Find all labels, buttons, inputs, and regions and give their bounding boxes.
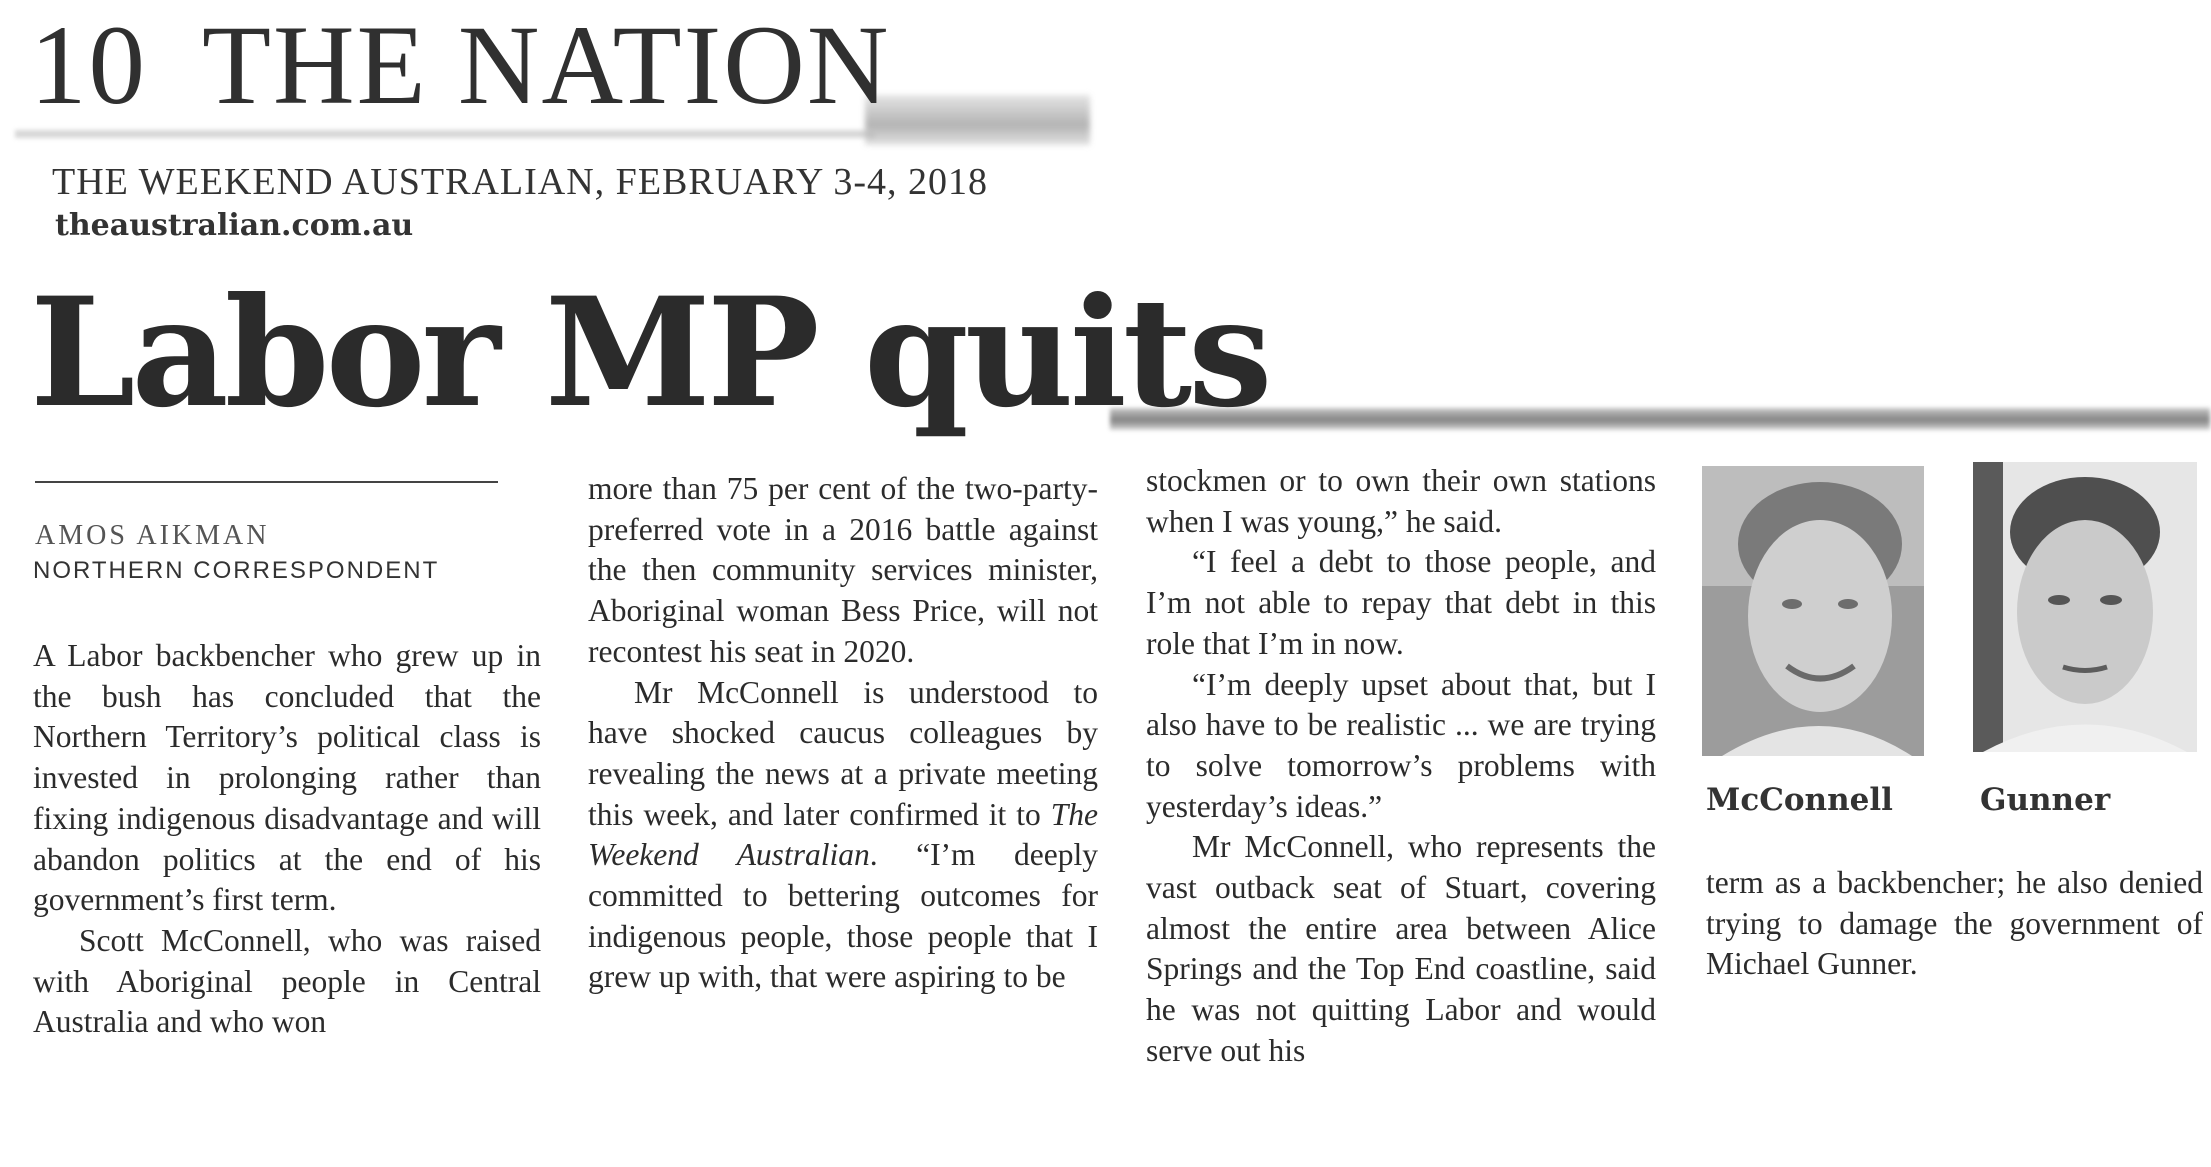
portrait-image — [1973, 462, 2197, 752]
quote-text: . “I’m deeply committed to bettering outcomes for indigenous people, those people that I grew up with, that were aspiring to be — [588, 837, 1098, 995]
portrait-image — [1702, 466, 1924, 756]
article-column-4 — [1706, 863, 2203, 985]
paragraph — [588, 673, 1098, 999]
byline-rule — [35, 481, 498, 483]
gunner-photo — [1973, 462, 2197, 752]
website: theaustralian.com.au — [55, 208, 414, 243]
photo-caption-mcconnell: McConnell — [1706, 782, 1893, 818]
article-column-2 — [588, 469, 1098, 998]
publication-name: The Weekend Australian — [588, 796, 1098, 873]
paragraph-text: Mr McConnell is understood to have shocked caucus colleagues by revealing the news at a private meeting this week, and later confirmed it to — [588, 674, 1098, 832]
byline-role: NORTHERN CORRESPONDENT — [33, 557, 440, 584]
section-title: THE NATION — [202, 3, 891, 128]
dateline: THE WEEKEND AUSTRALIAN, FEBRUARY 3-4, 2018 — [52, 161, 989, 203]
scan-shadow — [865, 95, 1090, 145]
paragraph: Mr McConnell, who represents the vast outback seat of Stuart, covering almost the entire area between Alice Springs and the Top End coastline, said he was not quitting Labor and would serve out his — [1146, 829, 1656, 1068]
paragraph: Scott McConnell, who was raised with Aboriginal people in Central Australia and who won — [33, 922, 541, 1040]
headline: Labor MP quits — [30, 265, 1269, 441]
photo-caption-gunner: Gunner — [1980, 782, 2111, 818]
page-number: 10 — [30, 3, 147, 128]
paragraph: A Labor backbencher who grew up in the bush has concluded that the Northern Territory’s political class is invested in prolonging rather than fixing indigenous disadvantage and will abandon politics at the end of his government’s first term. — [33, 638, 541, 918]
article-column-3 — [1146, 461, 1656, 1072]
scan-shadow — [15, 130, 875, 138]
article-column-1 — [33, 636, 541, 1043]
scan-shadow — [1110, 408, 2210, 430]
byline-name: AMOS AIKMAN — [35, 520, 270, 551]
paragraph: stockmen or to own their own stations when I was young,” he said. — [1146, 463, 1656, 539]
paragraph: “I feel a debt to those people, and I’m not able to repay that debt in this role that I’m in now. — [1146, 544, 1656, 661]
paragraph: term as a backbencher; he also denied trying to damage the government of Michael Gunner. — [1706, 865, 2203, 982]
section-header — [30, 3, 891, 128]
paragraph: more than 75 per cent of the two-party-preferred vote in a 2016 battle against the then community services minister, Aboriginal woman Bess Price, will not recontest his seat in 2020. — [588, 471, 1098, 669]
paragraph: “I’m deeply upset about that, but I also have to be realistic ... we are trying to solve tomorrow’s problems with yesterday’s ideas.” — [1146, 666, 1656, 824]
mcconnell-photo — [1702, 466, 1924, 756]
